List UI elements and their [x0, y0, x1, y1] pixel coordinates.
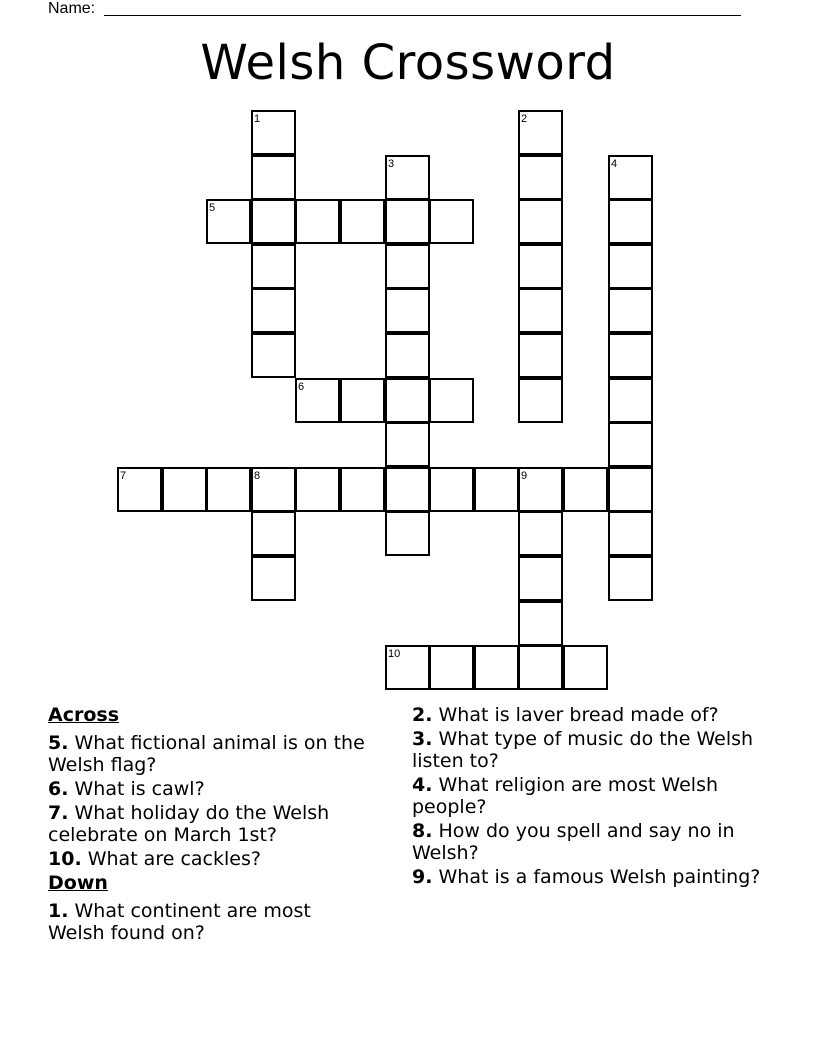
clue-across-6 [48, 778, 368, 800]
grid-cell[interactable] [518, 556, 563, 601]
grid-cell[interactable] [385, 333, 430, 378]
clue-text: What religion are most Welsh people? [412, 774, 719, 818]
grid-cell[interactable] [608, 288, 653, 333]
grid-cell[interactable] [385, 511, 430, 556]
grid-cell[interactable] [206, 467, 251, 512]
clue-number: 9. [412, 866, 433, 888]
clue-text: What holiday do the Welsh celebrate on March 1st? [48, 802, 330, 846]
grid-cell[interactable] [518, 199, 563, 244]
clue-down-9 [412, 866, 762, 888]
grid-cell[interactable] [608, 244, 653, 289]
clue-across-5 [48, 732, 368, 776]
grid-cell[interactable] [518, 467, 563, 512]
grid-cell[interactable] [117, 467, 162, 512]
grid-cell[interactable] [295, 467, 340, 512]
grid-cell[interactable] [474, 645, 519, 690]
grid-cell[interactable] [429, 645, 474, 690]
grid-cell[interactable] [251, 199, 296, 244]
page-title: Welsh Crossword [200, 35, 616, 91]
cell-number: 9 [521, 470, 528, 482]
grid-cell[interactable] [608, 155, 653, 200]
grid-cell[interactable] [340, 467, 385, 512]
grid-cell[interactable] [385, 467, 430, 512]
grid-cell[interactable] [162, 467, 207, 512]
clue-text: What continent are most Welsh found on? [48, 900, 311, 944]
clue-down-2 [412, 704, 762, 726]
grid-cell[interactable] [385, 378, 430, 423]
cell-number: 2 [521, 113, 528, 125]
grid-cell[interactable] [251, 155, 296, 200]
grid-cell[interactable] [340, 378, 385, 423]
grid-cell[interactable] [251, 288, 296, 333]
clue-number: 6. [48, 778, 69, 800]
grid-cell[interactable] [608, 422, 653, 467]
grid-cell[interactable] [251, 556, 296, 601]
clue-text: What are cackles? [87, 848, 261, 870]
cell-number: 8 [254, 470, 261, 482]
clue-text: What is cawl? [74, 778, 205, 800]
clue-text: What type of music do the Welsh listen to? [412, 728, 754, 772]
grid-cell[interactable] [385, 199, 430, 244]
cell-number: 5 [209, 202, 216, 214]
clue-down-8 [412, 820, 762, 864]
grid-cell[interactable] [295, 199, 340, 244]
grid-cell[interactable] [340, 199, 385, 244]
clue-number: 3. [412, 728, 433, 750]
clue-number: 4. [412, 774, 433, 796]
across-heading: Across [48, 704, 120, 726]
grid-cell[interactable] [608, 556, 653, 601]
grid-cell[interactable] [385, 244, 430, 289]
cell-number: 10 [388, 648, 401, 660]
clue-number: 5. [48, 732, 69, 754]
down-heading: Down [48, 872, 108, 894]
clue-text: What fictional animal is on the Welsh flag? [48, 732, 365, 776]
clue-number: 7. [48, 802, 69, 824]
grid-cell[interactable] [251, 244, 296, 289]
grid-cell[interactable] [206, 199, 251, 244]
grid-cell[interactable] [251, 467, 296, 512]
grid-cell[interactable] [518, 333, 563, 378]
clue-text: How do you spell and say no in Welsh? [412, 820, 735, 864]
clue-down-3 [412, 728, 762, 772]
grid-cell[interactable] [608, 378, 653, 423]
grid-cell[interactable] [385, 155, 430, 200]
cell-number: 7 [120, 470, 127, 482]
cell-number: 3 [388, 158, 395, 170]
grid-cell[interactable] [518, 378, 563, 423]
grid-cell[interactable] [251, 511, 296, 556]
name-label: Name: [48, 0, 96, 17]
grid-cell[interactable] [251, 333, 296, 378]
grid-cell[interactable] [518, 288, 563, 333]
grid-cell[interactable] [429, 467, 474, 512]
grid-cell[interactable] [385, 422, 430, 467]
grid-cell[interactable] [295, 378, 340, 423]
clue-down-1 [48, 900, 368, 944]
clues-left-column [48, 704, 368, 946]
grid-cell[interactable] [608, 199, 653, 244]
clue-number: 10. [48, 848, 82, 870]
grid-cell[interactable] [608, 467, 653, 512]
grid-cell[interactable] [608, 333, 653, 378]
grid-cell[interactable] [518, 110, 563, 155]
grid-cell[interactable] [518, 601, 563, 646]
grid-cell[interactable] [251, 110, 296, 155]
grid-cell[interactable] [608, 511, 653, 556]
grid-cell[interactable] [518, 155, 563, 200]
grid-cell[interactable] [518, 244, 563, 289]
clue-across-7 [48, 802, 368, 846]
cell-number: 1 [254, 113, 261, 125]
grid-cell[interactable] [429, 199, 474, 244]
clue-down-4 [412, 774, 762, 818]
cell-number: 4 [611, 158, 618, 170]
clue-across-10 [48, 848, 368, 870]
grid-cell[interactable] [518, 511, 563, 556]
grid-cell[interactable] [563, 645, 608, 690]
grid-cell[interactable] [385, 645, 430, 690]
grid-cell[interactable] [563, 467, 608, 512]
clue-text: What is a famous Welsh painting? [438, 866, 761, 888]
cell-number: 6 [298, 381, 305, 393]
clue-text: What is laver bread made of? [438, 704, 719, 726]
clue-number: 8. [412, 820, 433, 842]
grid-cell[interactable] [429, 378, 474, 423]
clue-number: 1. [48, 900, 69, 922]
grid-cell[interactable] [385, 288, 430, 333]
grid-cell[interactable] [474, 467, 519, 512]
clue-number: 2. [412, 704, 433, 726]
grid-cell[interactable] [518, 645, 563, 690]
clues-right-column [412, 704, 762, 890]
